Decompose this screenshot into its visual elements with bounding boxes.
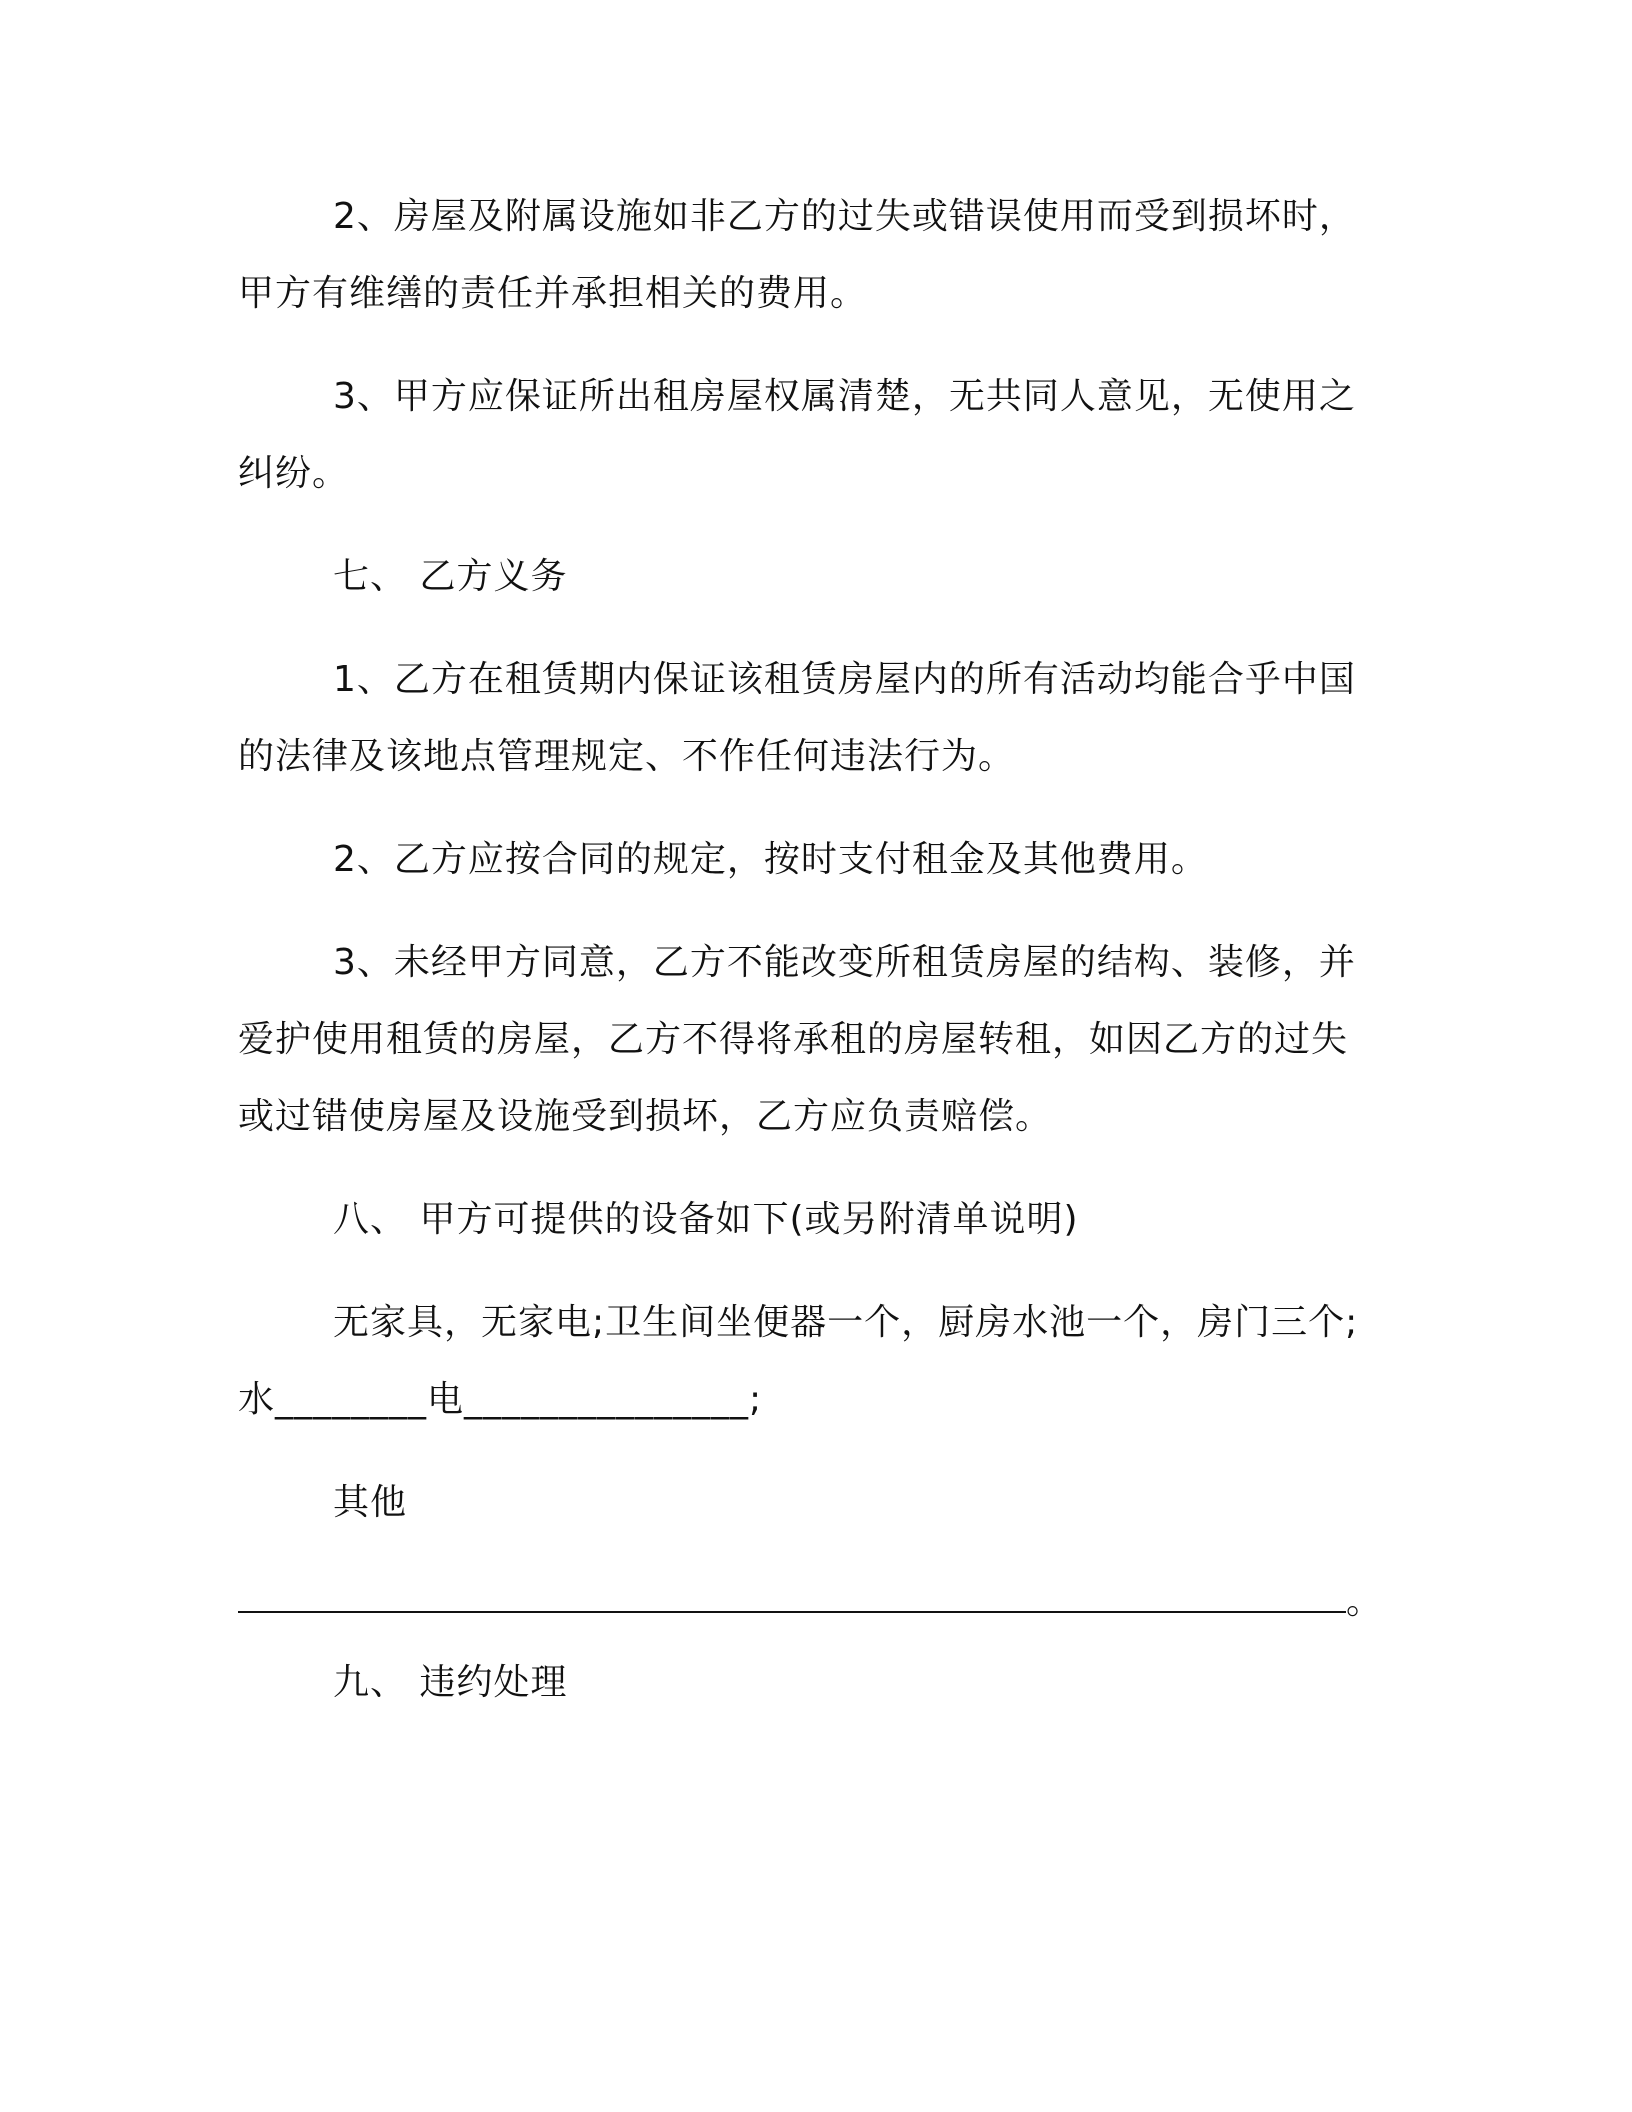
- paragraph-line: 甲方有维缮的责任并承担相关的费用。: [238, 273, 868, 314]
- paragraph-line: 3、甲方应保证所出租房屋权属清楚，无共同人意见，无使用之: [333, 376, 1356, 417]
- paragraph-line: 爱护使用租赁的房屋，乙方不得将承租的房屋转租，如因乙方的过失: [238, 1019, 1349, 1060]
- section-heading: 七、 乙方义务: [333, 556, 568, 597]
- fill-in-line: 水________电_______________;: [238, 1379, 763, 1420]
- paragraph-line: 2、乙方应按合同的规定，按时支付租金及其他费用。: [333, 839, 1208, 880]
- paragraph-line: 或过错使房屋及设施受到损坏，乙方应负责赔偿。: [238, 1096, 1053, 1137]
- blank-fill-line: [238, 1611, 1346, 1613]
- paragraph-line: 的法律及该地点管理规定、不作任何违法行为。: [238, 736, 1016, 777]
- paragraph-line: 无家具，无家电;卫生间坐便器一个，厨房水池一个，房门三个;: [333, 1302, 1359, 1343]
- section-heading: 九、 违约处理: [333, 1662, 568, 1703]
- blank-line-period: 。: [1346, 1581, 1383, 1622]
- section-heading: 八、 甲方可提供的设备如下(或另附清单说明): [333, 1199, 1079, 1240]
- paragraph-line: 2、房屋及附属设施如非乙方的过失或错误使用而受到损坏时，: [333, 196, 1356, 237]
- paragraph-line: 3、未经甲方同意，乙方不能改变所租赁房屋的结构、装修，并: [333, 942, 1356, 983]
- paragraph-line: 其他: [333, 1482, 408, 1523]
- paragraph-line: 1、乙方在租赁期内保证该租赁房屋内的所有活动均能合乎中国: [333, 659, 1356, 700]
- paragraph-line: 纠纷。: [238, 453, 350, 494]
